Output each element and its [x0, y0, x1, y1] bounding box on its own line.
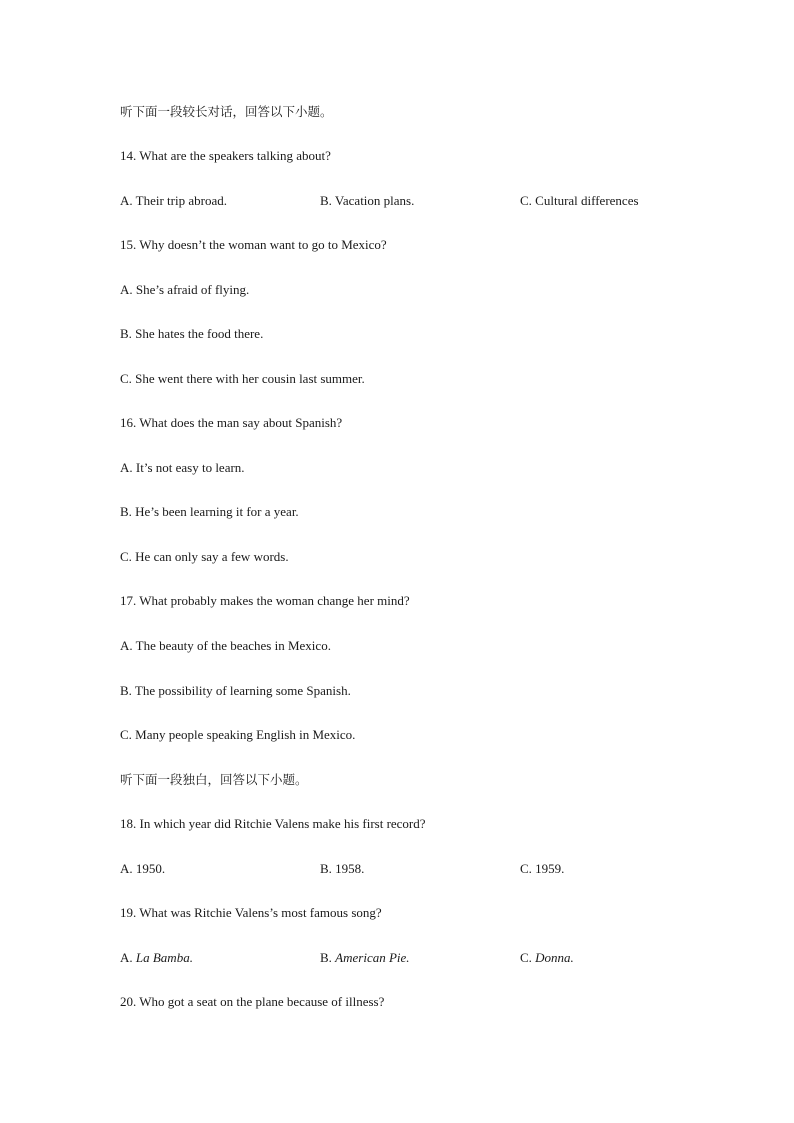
q19-option-c-title: Donna.	[535, 950, 574, 965]
q15-option-b: B. She hates the food there.	[120, 326, 264, 341]
q15-stem: 15. Why doesn’t the woman want to go to Mexico?	[120, 237, 387, 252]
q15-option-a: A. She’s afraid of flying.	[120, 282, 250, 297]
q14-stem: 14. What are the speakers talking about?	[120, 148, 331, 163]
q17-option-b: B. The possibility of learning some Spanish.	[120, 683, 351, 698]
q19-option-b	[320, 950, 410, 966]
q18-option-c: C. 1959.	[520, 861, 565, 876]
q18-option-a: A. 1950.	[120, 861, 166, 876]
q19-option-b-prefix: B.	[320, 950, 336, 965]
q20-stem: 20. Who got a seat on the plane because of illness?	[120, 994, 385, 1009]
q14-option-a: A. Their trip abroad.	[120, 193, 227, 208]
section1-instruction: 听下面一段较长对话，回答以下小题。	[120, 104, 333, 119]
q19-option-b-title: American Pie.	[335, 950, 410, 965]
q16-option-b: B. He’s been learning it for a year.	[120, 504, 299, 519]
section2-instruction: 听下面一段独白，回答以下小题。	[120, 772, 308, 787]
q15-option-c: C. She went there with her cousin last summer.	[120, 371, 365, 386]
q19-option-a-title: La Bamba.	[135, 950, 193, 965]
q19-option-a	[120, 950, 193, 966]
q17-option-a: A. The beauty of the beaches in Mexico.	[120, 638, 331, 653]
q16-stem: 16. What does the man say about Spanish?	[120, 415, 343, 430]
q16-option-c: C. He can only say a few words.	[120, 549, 289, 564]
q19-option-c-prefix: C.	[520, 950, 536, 965]
q18-stem: 18. In which year did Ritchie Valens make his first record?	[120, 816, 426, 831]
q14-option-c: C. Cultural differences	[520, 193, 639, 208]
q19-option-a-prefix: A.	[120, 950, 136, 965]
q17-option-c: C. Many people speaking English in Mexico.	[120, 727, 356, 742]
q19-stem: 19. What was Ritchie Valens’s most famous song?	[120, 905, 382, 920]
q14-option-b: B. Vacation plans.	[320, 193, 415, 208]
q18-option-b: B. 1958.	[320, 861, 365, 876]
q16-option-a: A. It’s not easy to learn.	[120, 460, 245, 475]
q19-option-c	[520, 950, 574, 966]
q17-stem: 17. What probably makes the woman change her mind?	[120, 593, 410, 608]
